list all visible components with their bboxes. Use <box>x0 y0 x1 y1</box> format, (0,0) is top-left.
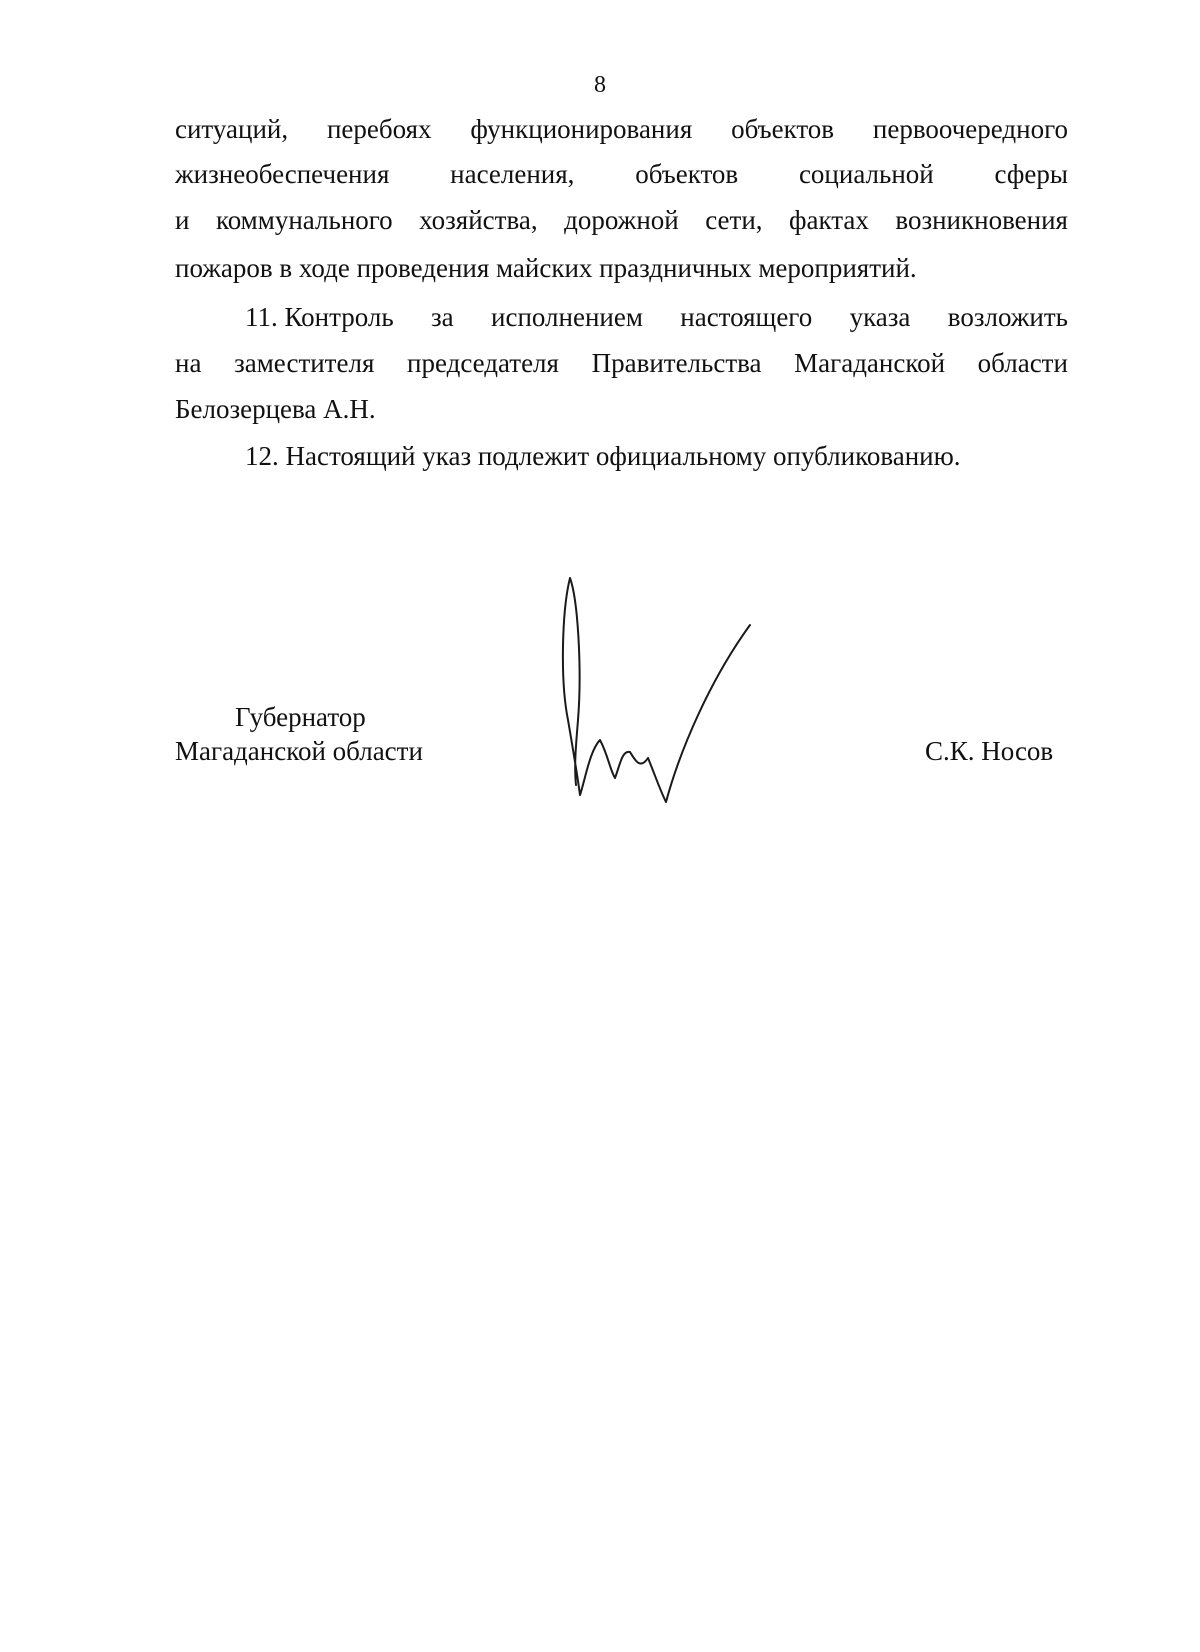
word: сети, <box>705 205 763 235</box>
word: заместителя <box>234 348 375 378</box>
word: области <box>977 348 1068 378</box>
signatory-title-line-1: Губернатор <box>235 702 366 732</box>
word: функционирования <box>470 114 693 144</box>
word: настоящего <box>680 302 813 332</box>
word: хозяйства, <box>419 205 538 235</box>
word: коммунального <box>215 205 393 235</box>
paragraph-line-2 <box>175 157 1068 191</box>
word: председателя <box>407 348 559 378</box>
word: и <box>175 205 190 235</box>
item-11-line-1 <box>245 300 1068 334</box>
signatory-name: С.К. Носов <box>925 736 1054 766</box>
word: объектов <box>731 114 835 144</box>
signature-stroke <box>563 578 750 802</box>
word: на <box>175 348 202 378</box>
word: 11. Контроль <box>245 302 394 332</box>
word: ситуаций, <box>175 114 289 144</box>
signatory-title <box>175 700 475 768</box>
handwritten-signature <box>560 570 770 820</box>
page-number: 8 <box>594 72 606 98</box>
item-12: 12. Настоящий указ подлежит официальному опубликованию. <box>245 441 961 471</box>
paragraph-line-3 <box>175 203 1068 237</box>
word: населения, <box>450 159 575 189</box>
word: перебоях <box>326 114 432 144</box>
word: жизнеобеспечения <box>175 159 390 189</box>
word: объектов <box>635 159 739 189</box>
word: за <box>431 302 454 332</box>
word: дорожной <box>564 205 679 235</box>
word: фактах <box>789 205 869 235</box>
word: первоочередного <box>872 114 1068 144</box>
word: социальной <box>798 159 934 189</box>
word: Правительства <box>591 348 762 378</box>
word: возложить <box>947 302 1068 332</box>
word: указа <box>849 302 911 332</box>
item-11-line-2 <box>175 346 1068 380</box>
paragraph-line-1 <box>175 112 1068 146</box>
item-11-line-3: Белозерцева А.Н. <box>175 394 376 424</box>
signatory-title-line-2: Магаданской области <box>175 736 423 766</box>
word: исполнением <box>491 302 643 332</box>
word: Магаданской <box>794 348 946 378</box>
word: сферы <box>994 159 1068 189</box>
paragraph-line-4: пожаров в ходе проведения майских праздничных мероприятий. <box>175 253 917 283</box>
word: возникновения <box>895 205 1068 235</box>
